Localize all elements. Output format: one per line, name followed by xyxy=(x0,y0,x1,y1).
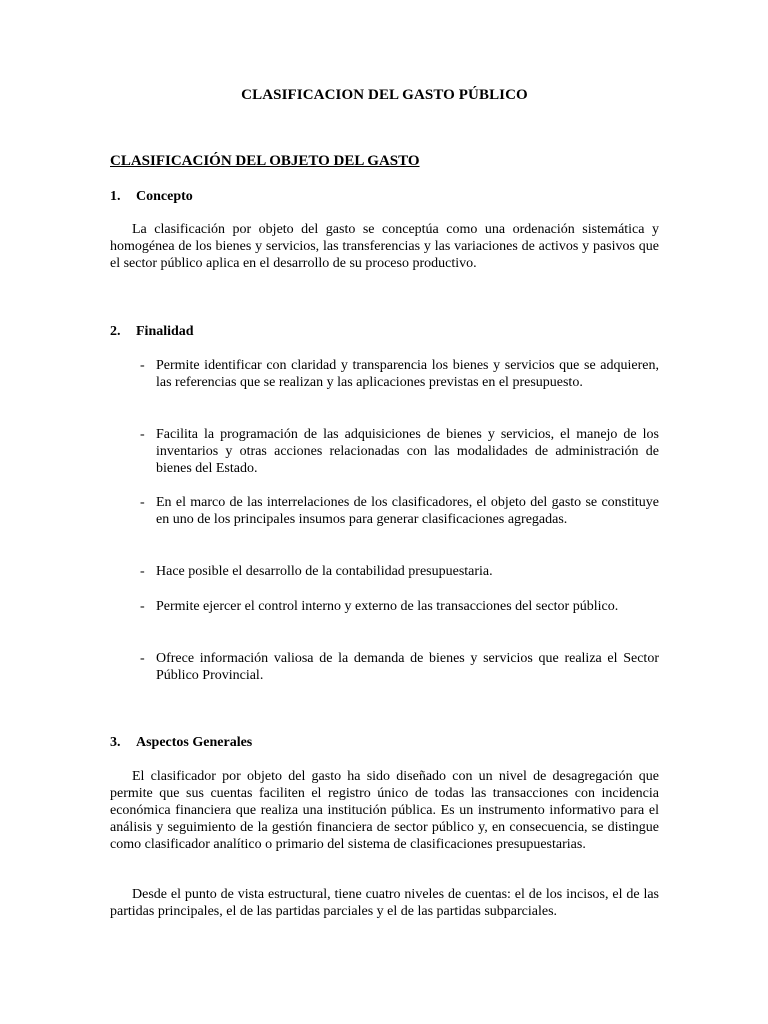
bullet-text: Permite identificar con claridad y transparencia los bienes y servicios que se adquieren, las referencias que se realizan y las aplicaciones previstas en el presupuesto. xyxy=(156,358,659,390)
section-number: 3. xyxy=(110,735,121,750)
list-item xyxy=(140,494,659,528)
bullet-text: Permite ejercer el control interno y externo de las transacciones del sector público. xyxy=(156,599,619,614)
bullet-text: Ofrece información valiosa de la demanda de bienes y servicios que realiza el Sector Público Provincial. xyxy=(156,651,659,683)
list-item xyxy=(140,357,659,391)
section-number: 1. xyxy=(110,189,121,204)
bullet-marker: - xyxy=(140,495,145,510)
aspectos-paragraph-2: Desde el punto de vista estructural, tiene cuatro niveles de cuentas: el de los incisos, el de las partidas principales, el de las partidas parciales y el de las partidas subparciales. xyxy=(110,887,659,919)
bullet-marker: - xyxy=(140,427,145,442)
section-heading-concepto xyxy=(110,188,193,205)
list-item xyxy=(140,563,659,580)
document-page xyxy=(110,0,659,1024)
bullet-marker: - xyxy=(140,358,145,373)
section-heading-finalidad xyxy=(110,323,194,340)
bullet-text: Hace posible el desarrollo de la contabilidad presupuestaria. xyxy=(156,564,493,579)
concepto-paragraph: La clasificación por objeto del gasto se conceptúa como una ordenación sistemática y homogénea de los bienes y servicios, las transferencias y las variaciones de activos y pasivos que el sector público aplica en el desarrollo de su proceso productivo. xyxy=(110,222,659,271)
section-title: Concepto xyxy=(136,189,193,204)
list-item xyxy=(140,598,659,615)
document-title: CLASIFICACION DEL GASTO PÚBLICO xyxy=(241,87,528,103)
section-title: Aspectos Generales xyxy=(136,735,253,750)
document-subtitle: CLASIFICACIÓN DEL OBJETO DEL GASTO xyxy=(110,153,420,169)
section-heading-aspectos-generales xyxy=(110,734,252,751)
bullet-text: Facilita la programación de las adquisiciones de bienes y servicios, el manejo de los inventarios y otras acciones relacionadas con las modalidades de administración de bienes del Estado. xyxy=(156,427,659,476)
bullet-marker: - xyxy=(140,599,145,614)
section-number: 2. xyxy=(110,324,121,339)
bullet-marker: - xyxy=(140,651,145,666)
section-title: Finalidad xyxy=(136,324,194,339)
aspectos-paragraph-1: El clasificador por objeto del gasto ha sido diseñado con un nivel de desagregación que permite que sus cuentas faciliten el registro único de todas las transacciones con incidencia económica financiera que realiza una institución pública. Es un instrumento informativo para el análisis y seguimiento de la gestión financiera de sector público y, en consecuencia, se distingue como clasificador analítico o primario del sistema de clasificaciones presupuestarias. xyxy=(110,769,659,852)
bullet-marker: - xyxy=(140,564,145,579)
list-item xyxy=(140,426,659,477)
list-item xyxy=(140,650,659,684)
bullet-text: En el marco de las interrelaciones de los clasificadores, el objeto del gasto se constituye en uno de los principales insumos para generar clasificaciones agregadas. xyxy=(156,495,659,527)
